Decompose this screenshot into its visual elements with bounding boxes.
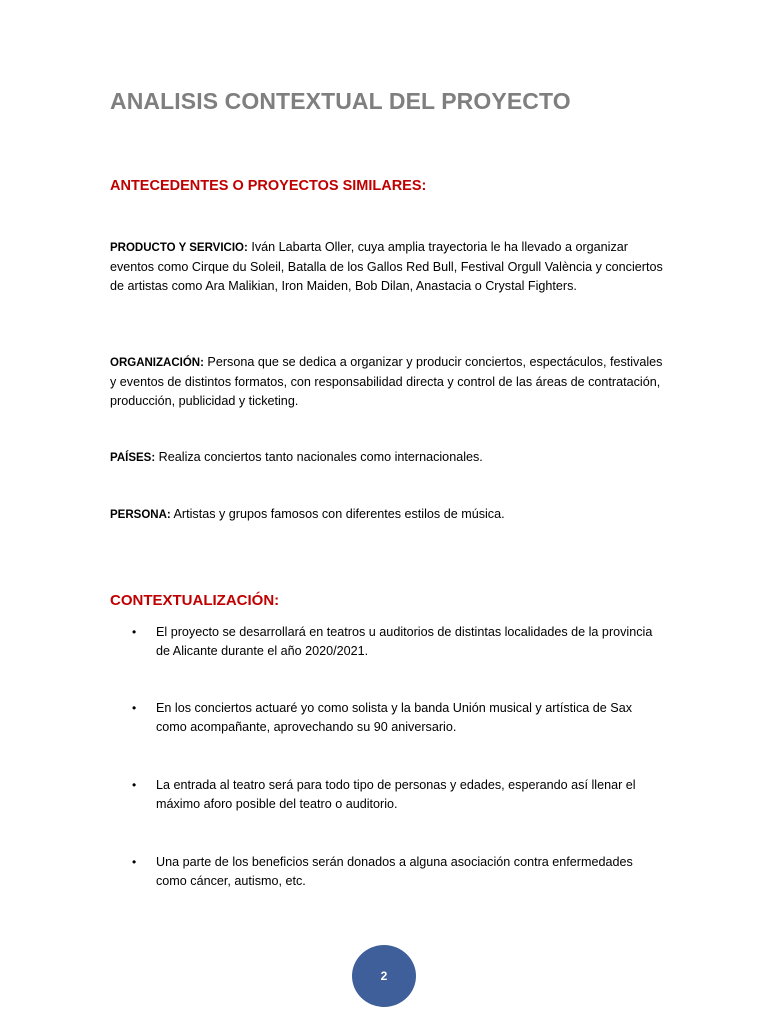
text-persona: Artistas y grupos famosos con diferentes estilos de música. — [170, 507, 505, 521]
page-number-badge — [352, 945, 416, 1007]
text-organizacion: Persona que se dedica a organizar y producir conciertos, espectáculos, festivales y eventos de distintos formatos, con responsabilidad directa y control de las áreas de contratación, producción, publicidad y ticketing. — [110, 355, 663, 408]
label-paises: PAÍSES: — [110, 452, 156, 464]
paragraph-organizacion — [110, 353, 665, 411]
bullet-icon: • — [132, 625, 137, 639]
text-paises: Realiza conciertos tanto nacionales como internacionales. — [155, 450, 483, 464]
list-item-text: La entrada al teatro será para todo tipo de personas y edades, esperando así llenar el máximo aforo posible del teatro o auditorio. — [156, 778, 636, 811]
paragraph-producto-servicio — [110, 238, 665, 296]
section-heading-antecedentes: ANTECEDENTES O PROYECTOS SIMILARES: — [110, 178, 427, 194]
label-producto-servicio: PRODUCTO Y SERVICIO: — [110, 242, 248, 254]
paragraph-paises — [110, 448, 665, 468]
bullet-icon: • — [132, 701, 137, 715]
section-heading-contextualizacion: CONTEXTUALIZACIÓN: — [110, 592, 280, 609]
paragraph-persona — [110, 505, 665, 525]
label-organizacion: ORGANIZACIÓN: — [110, 357, 204, 369]
text-producto-servicio: Iván Labarta Oller, cuya amplia trayectoria le ha llevado a organizar eventos como Cirque du Soleil, Batalla de los Gallos Red Bull, Festival Orgull València y conciertos de artistas como Ara Malikian, Iron Maiden, Bob Dilan, Anastacia o Crystal Fighters. — [110, 240, 663, 293]
bullet-icon: • — [132, 855, 137, 869]
bullet-icon: • — [132, 778, 137, 792]
list-item — [110, 776, 670, 814]
page-number: 2 — [380, 969, 388, 983]
list-item — [110, 699, 670, 737]
list-item-text: El proyecto se desarrollará en teatros u auditorios de distintas localidades de la provincia de Alicante durante el año 2020/2021. — [156, 625, 653, 658]
label-persona: PERSONA: — [110, 509, 171, 521]
list-item-text: En los conciertos actuaré yo como solista y la banda Unión musical y artística de Sax como acompañante, aprovechando su 90 aniversario. — [156, 701, 632, 734]
list-item-text: Una parte de los beneficios serán donados a alguna asociación contra enfermedades como cáncer, autismo, etc. — [156, 855, 633, 888]
list-item — [110, 853, 670, 891]
list-item — [110, 623, 670, 661]
page-title: ANALISIS CONTEXTUAL DEL PROYECTO — [110, 88, 571, 114]
